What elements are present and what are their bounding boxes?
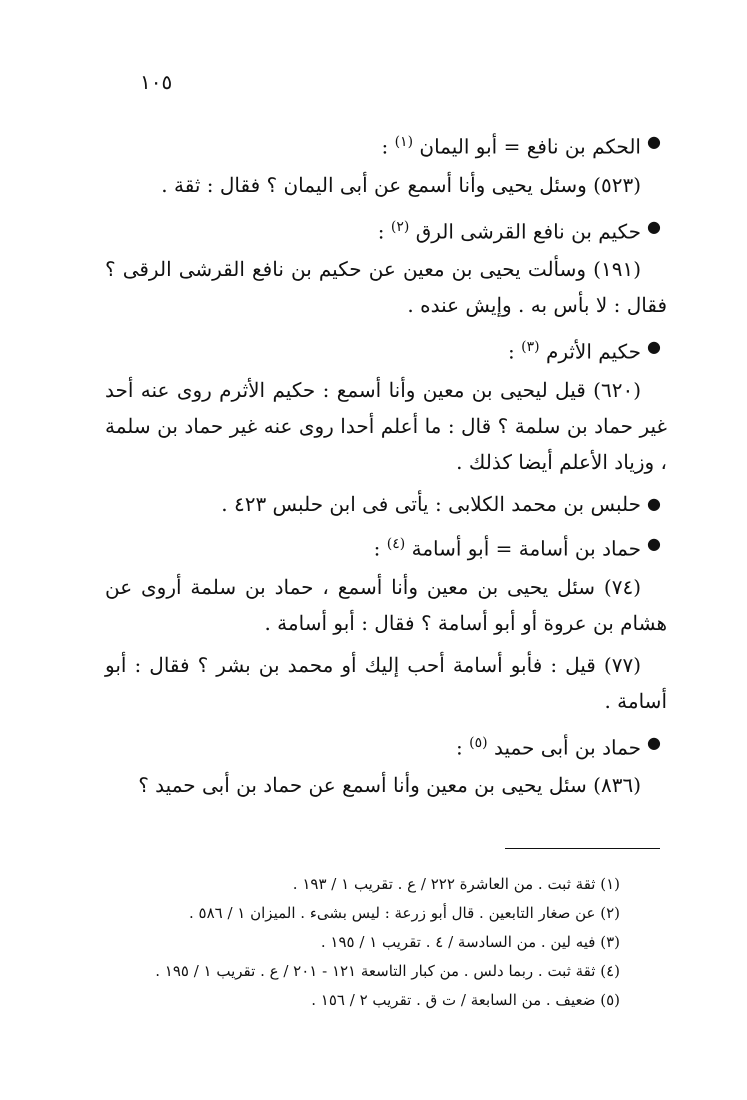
entry-heading xyxy=(105,209,667,250)
entry-heading-text xyxy=(105,725,641,766)
entry-heading xyxy=(105,725,667,766)
narration-paragraph: (٧٧) قيل : فأبو أسامة أحب إليك أو محمد بن بشر ؟ فقال : أبو أسامة . xyxy=(105,652,667,713)
bullet-icon: ● xyxy=(647,337,661,357)
narrator-name: حكيم بن نافع القرشى الرق xyxy=(415,219,641,244)
narration-paragraph: (٦٢٠) قيل ليحيى بن معين وأنا أسمع : حكيم الأثرم روى عنه أحد غير حماد بن سلمة ؟ قال : ما أعلم أحدا روى عنه غير حماد بن سلمة ، وزياد الأعلم أيضا كذلك . xyxy=(105,377,667,474)
bullet-icon: ● xyxy=(647,132,661,151)
narration-paragraph: (٧٤) سئل يحيى بن معين وأنا أسمع ، حماد بن سلمة أروى عن هشام بن عروة أو أبو أسامة ؟ فقال : أبو أسامة . xyxy=(105,574,667,635)
main-text xyxy=(105,120,667,809)
footnote: (٢) عن صغار التابعين . قال أبو زرعة : ليس بشىء . الميزان ١ / ٥٨٦ . xyxy=(188,904,620,922)
heading-suffix: : xyxy=(373,536,387,561)
entry-heading xyxy=(105,124,667,165)
note-ref: (٤) xyxy=(386,535,406,552)
entry-heading-text xyxy=(105,209,641,250)
page-number: ١٠٥ xyxy=(140,70,173,94)
entry-heading xyxy=(105,526,667,567)
narrator-name: حماد بن أبى حميد xyxy=(493,735,641,760)
footnote: (٤) ثقة ثبت . ربما دلس . من كبار التاسعة ١٢١ - ٢٠١ / ع . تقريب ١ / ١٩٥ . xyxy=(155,962,620,980)
narrator-name: حكيم الأثرم xyxy=(545,339,641,364)
heading-suffix: : xyxy=(456,735,470,760)
heading-suffix: : xyxy=(377,219,391,244)
narration-paragraph: (١٩١) وسألت يحيى بن معين عن حكيم بن نافع القرشى الرقى ؟ فقال : لا بأس به . وإيش عنده . xyxy=(105,257,667,318)
footnote-divider xyxy=(505,848,660,849)
narration-paragraph: (٨٣٦) سئل يحيى بن معين وأنا أسمع عن حماد بن أبى حميد ؟ xyxy=(138,773,641,798)
bullet-icon: ● xyxy=(647,732,661,752)
note-ref: (٣) xyxy=(521,339,540,356)
note-ref: (٢) xyxy=(390,218,410,235)
entry-heading-text xyxy=(105,526,641,567)
entry-heading-text xyxy=(105,124,641,165)
narration-paragraph: (٥٢٣) وسئل يحيى وأنا أسمع عن أبى اليمان ؟ فقال : ثقة . xyxy=(161,172,641,197)
narrator-name: الحكم بن نافع = أبو اليمان xyxy=(419,134,641,159)
footnotes xyxy=(105,870,620,1015)
note-ref: (١) xyxy=(394,134,414,150)
entry-heading-text xyxy=(105,329,641,370)
footnote: (٥) ضعيف . من السابعة / ت ق . تقريب ٢ / ١٥٦ . xyxy=(311,991,620,1009)
footnote: (٣) فيه لين . من السادسة / ٤ . تقريب ١ / ١٩٥ . xyxy=(320,933,620,951)
entry-heading xyxy=(105,329,667,370)
bullet-icon: ● xyxy=(647,533,661,553)
bullet-icon: ● xyxy=(647,493,661,513)
entry-heading-text xyxy=(105,486,641,522)
heading-suffix: : xyxy=(508,339,522,364)
heading-suffix: : xyxy=(381,134,395,159)
bullet-icon: ● xyxy=(647,216,661,236)
entry-heading xyxy=(105,486,667,522)
narrator-name: حلبس بن محمد الكلابى : يأتى فى ابن حلبس ٤٢٣ . xyxy=(221,491,641,516)
footnote: (١) ثقة ثبت . من العاشرة ٢٢٢ / ع . تقريب ١ / ١٩٣ . xyxy=(292,875,620,893)
note-ref: (٥) xyxy=(469,734,488,751)
narrator-name: حماد بن أسامة = أبو أسامة xyxy=(411,536,641,561)
